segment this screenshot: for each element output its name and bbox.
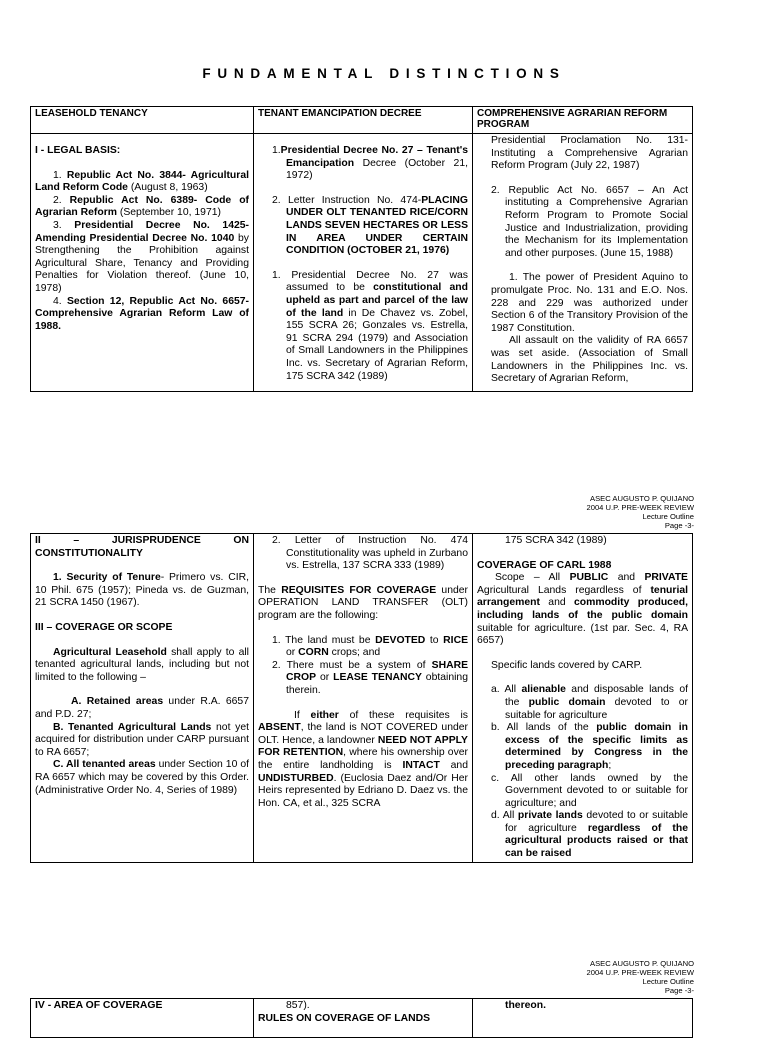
citation-end: 857). bbox=[286, 1000, 310, 1011]
land-item: b. All lands of the public domain in excess of the specific limits as determined by Congress in the preceding paragraph; bbox=[491, 722, 689, 771]
carl-coverage-heading: COVERAGE OF CARL 1988 bbox=[477, 559, 612, 571]
distinctions-table-1 bbox=[30, 106, 693, 392]
column-header-leasehold: LEASEHOLD TENANCY bbox=[31, 107, 254, 134]
coverage-text: Agricultural Leasehold shall apply to all tenanted agricultural lands, including but not limited to the following – bbox=[35, 646, 249, 683]
legal-basis-heading: I - LEGAL BASIS: bbox=[35, 145, 121, 156]
carp-continued-cell bbox=[473, 999, 693, 1038]
header-author: ASEC AUGUSTO P. QUIJANO bbox=[590, 494, 694, 503]
carp-item: 1. The power of President Aquino to promulgate Proc. No. 131 and E.O. Nos. 228 and 229 was authorized under Section 6 of the Transitory Provision of the 1987 Constitution. bbox=[491, 272, 688, 334]
decree-item: 2. Letter of Instruction No. 474 Constitutionality was upheld in Zurbano vs. Estrella, 137 SCRA 333 (1989) bbox=[272, 535, 468, 572]
header-course: 2004 U.P. PRE-WEEK REVIEW bbox=[586, 968, 694, 977]
carp-coverage-cell bbox=[473, 534, 693, 863]
header-doc: Lecture Outline bbox=[642, 977, 694, 986]
page-title: FUNDAMENTAL DISTINCTIONS bbox=[202, 66, 566, 81]
requisite-item: 2. There must be a system of SHARE CROP or LEASE TENANCY obtaining therein. bbox=[272, 659, 469, 696]
decree-item: 1.Presidential Decree No. 27 – Tenant's Emancipation Decree (October 21, 1972) bbox=[272, 145, 468, 182]
coverage-item: B. Tenanted Agricultural Lands not yet acquired for distribution under CARP pursuant to RA 6657; bbox=[35, 721, 249, 758]
carp-item: Presidential Proclamation No. 131- Instituting a Comprehensive Agrarian Reform Program (July 22, 1987) bbox=[491, 135, 688, 172]
header-doc: Lecture Outline bbox=[642, 512, 694, 521]
citation: 175 SCRA 342 (1989) bbox=[505, 535, 607, 546]
column-header-emancipation: TENANT EMANCIPATION DECREE bbox=[254, 107, 473, 134]
distinctions-table-3 bbox=[30, 998, 693, 1038]
page-header bbox=[587, 494, 694, 530]
area-coverage-heading: IV - AREA OF COVERAGE bbox=[35, 1000, 163, 1011]
rules-coverage-heading: RULES ON COVERAGE OF LANDS bbox=[258, 1012, 431, 1024]
header-page: Page -3- bbox=[664, 986, 694, 995]
leasehold-jurisprudence-cell bbox=[31, 534, 254, 863]
header-page: Page -3- bbox=[664, 521, 694, 530]
requisite-item: 1. The land must be DEVOTED to RICE or CORN crops; and bbox=[272, 634, 468, 659]
carp-item: 2. Republic Act No. 6657 – An Act instituting a Comprehensive Agrarian Reform Program to Promote Social Justice and Industrialization, providing the Mechanism for its Implementation and other purposes. (June 15, 1988) bbox=[491, 184, 688, 259]
rules-coverage-cell bbox=[254, 999, 473, 1038]
emancipation-coverage-cell bbox=[254, 534, 473, 863]
decree-item: 1. Presidential Decree No. 27 was assumed to be constitutional and upheld as part and parcel of the law of the land in De Chavez vs. Zobel, 155 SCRA 26; Gonzales vs. Estrella, 91 SCRA 294 (1979) and Association of Small Landowners in the Philippines Inc. vs. Secretary of Agrarian Reform, 175 SCRA 342 (1989) bbox=[272, 269, 468, 382]
legal-basis-item: 2. Republic Act No. 6389- Code of Agrarian Reform (September 10, 1971) bbox=[35, 194, 249, 219]
leasehold-legal-basis-cell bbox=[31, 134, 254, 392]
coverage-heading: III – COVERAGE OR SCOPE bbox=[35, 621, 173, 633]
continued-text: thereon. bbox=[505, 1000, 546, 1011]
legal-basis-item: 1. Republic Act No. 3844- Agricultural Land Reform Code (August 8, 1963) bbox=[35, 169, 249, 194]
requisites-text: The REQUISITES FOR COVERAGE under OPERATION LAND TRANSFER (OLT) program are the following: bbox=[258, 584, 468, 621]
specific-lands-text: Specific lands covered by CARP. bbox=[491, 659, 643, 671]
jurisprudence-item: 1. Security of Tenure- Primero vs. CIR, 10 Phil. 675 (1957); Pineda vs. de Guzman, 21 SCRA 1450 (1967). bbox=[35, 572, 249, 609]
land-item: c. All other lands owned by the Government devoted to or suitable for agriculture; and bbox=[491, 772, 688, 809]
legal-basis-item: 4. Section 12, Republic Act No. 6657- Comprehensive Agrarian Reform Law of 1988. bbox=[35, 295, 249, 332]
coverage-item: A. Retained areas under R.A. 6657 and P.D. 27; bbox=[35, 696, 249, 720]
page-header bbox=[587, 959, 694, 995]
scope-text: Scope – All PUBLIC and PRIVATE Agricultural Lands regardless of tenurial arrangement and commodity produced, including lands of the public domain suitable for agriculture. (1st par. Sec. 4, RA 6657) bbox=[477, 572, 688, 647]
area-of-coverage-cell bbox=[31, 999, 254, 1038]
emancipation-legal-basis-cell bbox=[254, 134, 473, 392]
land-item: d. All private lands devoted to or suitable for agriculture regardless of the agricultural products raised or that can be raised bbox=[491, 810, 688, 860]
jurisprudence-heading: II – JURISPRUDENCE ON CONSTITUTIONALITY bbox=[35, 535, 249, 559]
absent-requisite-text: If either of these requisites is ABSENT, the land is NOT COVERED under OLT. Hence, a landowner NEED NOT APPLY FOR RETENTION, where his ownership over the entire landholding is INTACT and UNDISTURBED. (Euclosia Daez and/Or Her Heirs represented by Edriano D. Daez vs. the Hon. CA, et al., 325 SCRA bbox=[258, 709, 469, 809]
legal-basis-item: 3. Presidential Decree No. 1425- Amending Presidential Decree No. 1040 by Strengthening the Prohibition against Agricultural Share, Tenancy and Providing Penalties for Violation thereof. (June 10, 1978) bbox=[35, 219, 250, 294]
land-item: a. All alienable and disposable lands of the public domain devoted to or suitable for agriculture bbox=[491, 684, 688, 721]
carp-legal-basis-cell bbox=[473, 134, 693, 392]
header-course: 2004 U.P. PRE-WEEK REVIEW bbox=[586, 503, 694, 512]
carp-item: All assault on the validity of RA 6657 was set aside. (Association of Small Landowners in the Philippines Inc. vs. Secretary of Agrarian Reform, bbox=[491, 335, 688, 385]
decree-item: 2. Letter Instruction No. 474-PLACING UNDER OLT TENANTED RICE/CORN LANDS SEVEN HECTARES OR LESS IN AREA UNDER CERTAIN CONDITION (OCTOBER 21, 1976) bbox=[272, 194, 468, 257]
coverage-item: C. All tenanted areas under Section 10 of RA 6657 which may be covered by this Order. (Administrative Order No. 4, Series of 1989) bbox=[35, 759, 249, 796]
column-header-carp: COMPREHENSIVE AGRARIAN REFORM PROGRAM bbox=[473, 107, 693, 134]
distinctions-table-2 bbox=[30, 533, 693, 863]
header-author: ASEC AUGUSTO P. QUIJANO bbox=[590, 959, 694, 968]
